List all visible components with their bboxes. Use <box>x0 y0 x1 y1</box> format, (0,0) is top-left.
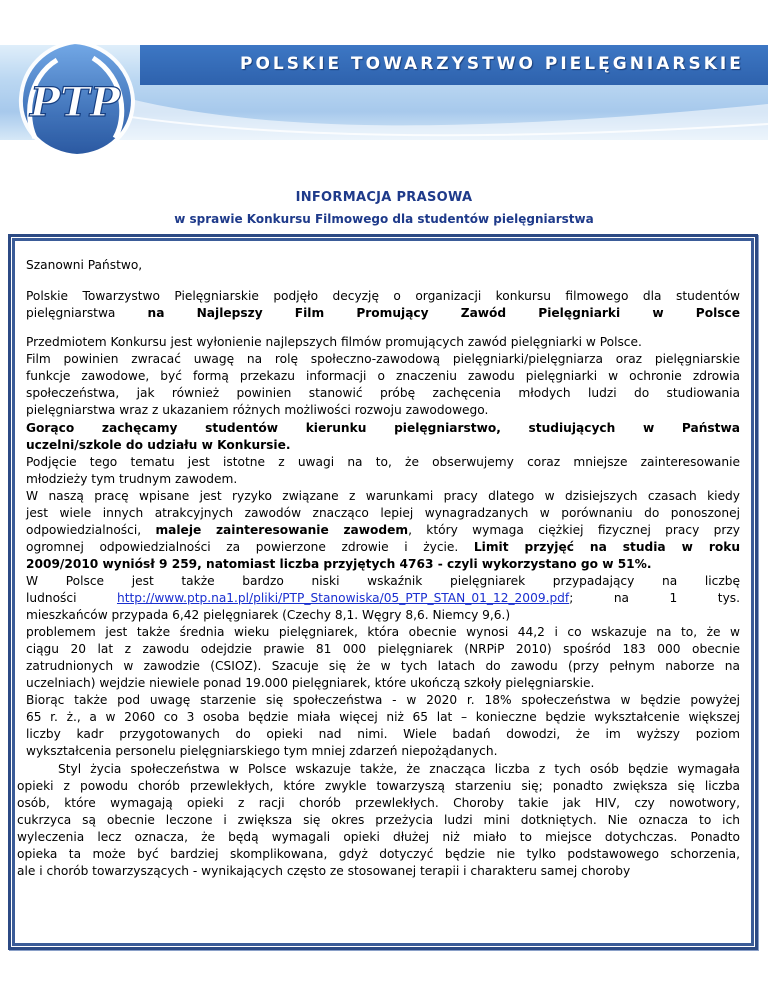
contest-name-word: Film <box>294 306 325 320</box>
invitation-line-2: uczelni/szkole do udziału w Konkursie. <box>26 438 291 452</box>
paragraph-risk-line-2: jest wiele innych atrakcyjnych zawodów znacząco lepiej wynagradzanych w porównaniu do ponoszonej <box>26 506 740 520</box>
logo-text: PTP <box>30 79 120 126</box>
paragraph-age-line-4: uczelniach) wejdzie niewiele ponad 19.000 pielęgniarek, które ukończą szkoły pielęgniarskie. <box>26 676 595 690</box>
contest-name-word: Najlepszy <box>196 306 263 320</box>
ratio-text: ludności <box>26 591 77 605</box>
paragraph-age-line-3: zatrudnionych w zawodzie (CSIOZ). Szacuje się że w tych latach do zawodu (przy pełnym naborze na <box>26 659 740 673</box>
paragraph-topic-line-1: Podjęcie tego tematu jest istotne z uwagi na to, że obserwujemy coraz mniejsze zainteresowanie <box>26 455 740 469</box>
paragraph-purpose-line-4: społeczeństwa, jak również powinien stanowić próbę zachęcenia młodych ludzi do studiowania <box>26 386 740 400</box>
contest-name-word: w <box>652 306 664 320</box>
risk-text: ogromnej odpowiedzialności za powierzone zdrowie i życie. <box>26 540 459 554</box>
paragraph-risk-line-1: W naszą pracę wpisane jest ryzyko związane z warunkami pracy dlatego w dzisiejszych czasach kiedy <box>26 489 740 503</box>
paragraph-age-line-2: ciągu 20 lat z zawodu odejdzie prawie 81 000 pielęgniarek (NRPiP 2010) spośród 183 000 obecnie <box>26 642 740 656</box>
greeting: Szanowni Państwo, <box>26 258 143 272</box>
paragraph-aging-line-3: liczby kadr przygotowanych do opieki nad nimi. Wiele badań dowodzi, że im wyższy poziom <box>26 727 740 741</box>
contest-name-word: Pielęgniarki <box>538 306 621 320</box>
contest-name-word: Polsce <box>695 306 740 320</box>
intro-word: pielęgniarstwa <box>26 306 116 320</box>
paragraph-purpose-line-5: pielęgniarstwa wraz z ukazaniem różnych możliwości rozwoju zawodowego. <box>26 403 489 417</box>
paragraph-intro-line-1: Polskie Towarzystwo Pielęgniarskie podjęło decyzję o organizacji konkursu filmowego dla studentów <box>26 289 740 303</box>
ptp-document-link[interactable]: http://www.ptp.na1.pl/pliki/PTP_Stanowiska/05_PTP_STAN_01_12_2009.pdf <box>116 591 570 605</box>
risk-emphasis: maleje zainteresowanie zawodem <box>155 523 409 537</box>
paragraph-topic-line-2: młodzieży tym trudnym zawodem. <box>26 472 238 486</box>
ratio-text: ; na 1 tys. <box>569 591 741 605</box>
contest-name-word: na <box>147 306 165 320</box>
paragraph-risk-line-5: 2009/2010 wyniósł 9 259, natomiast liczba przyjętych 4763 - czyli wykorzystano go w 51%. <box>26 557 652 571</box>
paragraph-lifestyle-line-2: opieki z powodu chorób przewlekłych, które zwykle towarzyszą starzeniu się; ponadto zwiększa się liczba <box>17 779 740 793</box>
contest-name-word: Promujący <box>356 306 429 320</box>
paragraph-lifestyle-line-1: Styl życia społeczeństwa w Polsce wskazuje także, że znacząca liczba z tych osób będzie wymagała <box>58 762 740 776</box>
paragraph-risk-line-4 <box>26 539 740 556</box>
paragraph-purpose-line-2: Film powinien zwracać uwagę na rolę społeczno-zawodową pielęgniarki/pielęgniarza oraz pielęgniarskie <box>26 352 740 366</box>
paragraph-lifestyle-line-6: opieka ta może być bardziej skomplikowana, gdyż dotyczyć będzie nie tylko podstawowego schorzenia, <box>17 847 740 861</box>
paragraph-lifestyle-line-4: cukrzyca są obecnie leczone i zwiększa się okres przeżycia ludzi mini dotkniętych. Nie oznacza to ich <box>17 813 740 827</box>
paragraph-aging-line-4: wykształcenia personelu pielęgniarskiego tym mniej zdarzeń niepożądanych. <box>26 744 498 758</box>
paragraph-lifestyle-line-7: ale i chorób towarzyszących - wynikających często ze stosowanej terapii i charakteru samej choroby <box>17 864 631 878</box>
press-release-subtitle: w sprawie Konkursu Filmowego dla studentów pielęgniarstwa <box>174 212 594 226</box>
paragraph-ratio-line-1: W Polsce jest także bardzo niski wskaźnik pielęgniarek przypadający na liczbę <box>26 574 740 588</box>
paragraph-age-line-1: problemem jest także średnia wieku pielęgniarek, która obecnie wynosi 44,2 i co wskazuje na to, że w <box>26 625 740 639</box>
paragraph-purpose-line-1: Przedmiotem Konkursu jest wyłonienie najlepszych filmów promujących zawód pielęgniarki w Polsce. <box>26 335 642 349</box>
paragraph-purpose-line-3: funkcje zawodowe, być formą przekazu informacji o znaczeniu zawodu pielęgniarki w ochronie zdrowia <box>26 369 740 383</box>
contest-name-word: Zawód <box>460 306 507 320</box>
paragraph-ratio-line-3: mieszkańców przypada 6,42 pielęgniarek (Czechy 8,1. Węgry 8,6. Niemcy 9,6.) <box>26 608 511 622</box>
paragraph-aging-line-2: 65 r. ż., a w 2060 co 3 osoba będzie miała więcej niż 65 lat – konieczne będzie wykształcenie większej <box>26 710 740 724</box>
organization-name: POLSKIE TOWARZYSTWO PIELĘGNIARSKIE <box>240 54 744 74</box>
risk-text: , który wymaga ciężkiej fizycznej pracy przy <box>408 523 741 537</box>
limit-emphasis: Limit przyjęć na studia w roku <box>473 540 740 554</box>
paragraph-intro-line-2 <box>26 305 740 322</box>
paragraph-lifestyle-line-3: osób, które wymagają opieki z racji chorób przewlekłych. Choroby takie jak HIV, czy nowotwory, <box>17 796 740 810</box>
risk-text: odpowiedzialności, <box>26 523 142 537</box>
paragraph-ratio-line-2 <box>26 590 740 607</box>
paragraph-aging-line-1: Biorąc także pod uwagę starzenie się społeczeństwa - w 2020 r. 18% społeczeństwa w będzie powyżej <box>26 693 740 707</box>
paragraph-risk-line-3 <box>26 522 740 539</box>
paragraph-lifestyle-line-5: wyleczenia lecz oznacza, że będą wymagali opieki dłużej niż miało to miejsce dotychczas. Ponadto <box>17 830 740 844</box>
invitation-line-1: Gorąco zachęcamy studentów kierunku pielęgniarstwo, studiujących w Państwa <box>26 421 740 435</box>
press-release-title: INFORMACJA PRASOWA <box>295 190 473 205</box>
